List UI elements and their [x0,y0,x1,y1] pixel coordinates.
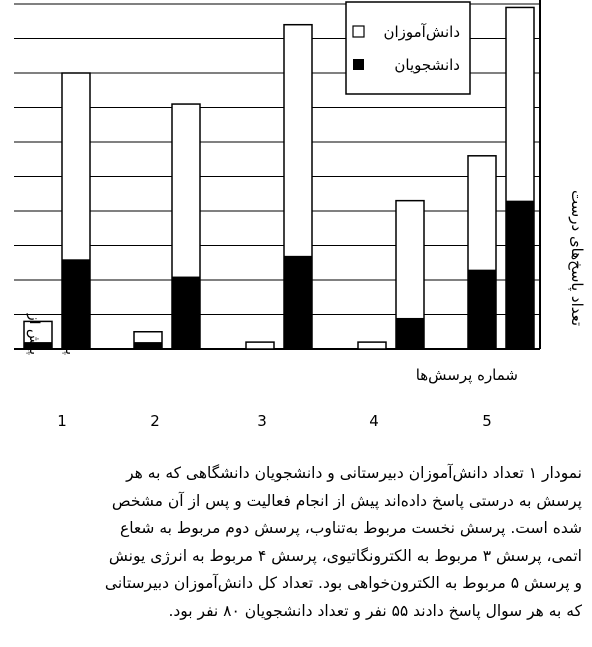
pair-label-after: پس از [62,318,78,355]
caption-line: که به هر سوال پاسخ دادند ۵۵ نفر و تعداد دانشجویان ۸۰ نفر بود. [168,601,582,620]
group-label: 1 [57,412,67,430]
bar-university-q5-after [506,201,534,349]
bar-university-q4-after [396,318,424,349]
legend-swatch-students [353,26,364,37]
bar-university-q3-after [284,256,312,349]
group-label: 5 [482,412,492,430]
caption-line: اتمی، پرسش ۳ مربوط به الکترونگاتیوی، پرسش ۴ مربوط به انرژی یونش [108,546,582,565]
legend [346,2,470,94]
legend-label-students: دانش‌آموزان [383,23,460,41]
x-axis-label: شماره پرسش‌ها [415,366,518,384]
legend-label-university: دانشجویان [394,56,460,74]
group-label: 3 [257,412,267,430]
bar-students-q3-before [246,342,274,349]
legend-swatch-university [353,59,364,70]
figure-caption [10,460,582,625]
pair-label-before: پیش از [26,313,42,355]
group-labels [57,412,492,430]
caption-line: شده است. پرسش نخست مربوط به‌تناوب، پرسش دوم مربوط به شعاع [119,519,582,537]
bar-university-q2-before [134,342,162,349]
caption-line: و پرسش ۵ مربوط به الکترون‌خواهی بود. تعداد کل دانش‌آموزان دبیرستانی [104,574,582,592]
bar-students-q4-before [358,342,386,349]
group-label: 2 [150,412,160,430]
caption-line: نمودار ۱ تعداد دانش‌آموزان دبیرستانی و دانشجویان دانشگاهی که به هر [126,464,582,482]
y-axis-label: تعداد پاسخ‌های درست [568,189,586,327]
group-label: 4 [369,412,379,430]
legend-box [346,2,470,94]
caption-line: پرسش به درستی پاسخ داده‌اند پیش از انجام فعالیت و پس از آن مشخص [111,491,582,510]
bar-university-q5-before [468,270,496,349]
bar-university-q2-after [172,277,200,349]
